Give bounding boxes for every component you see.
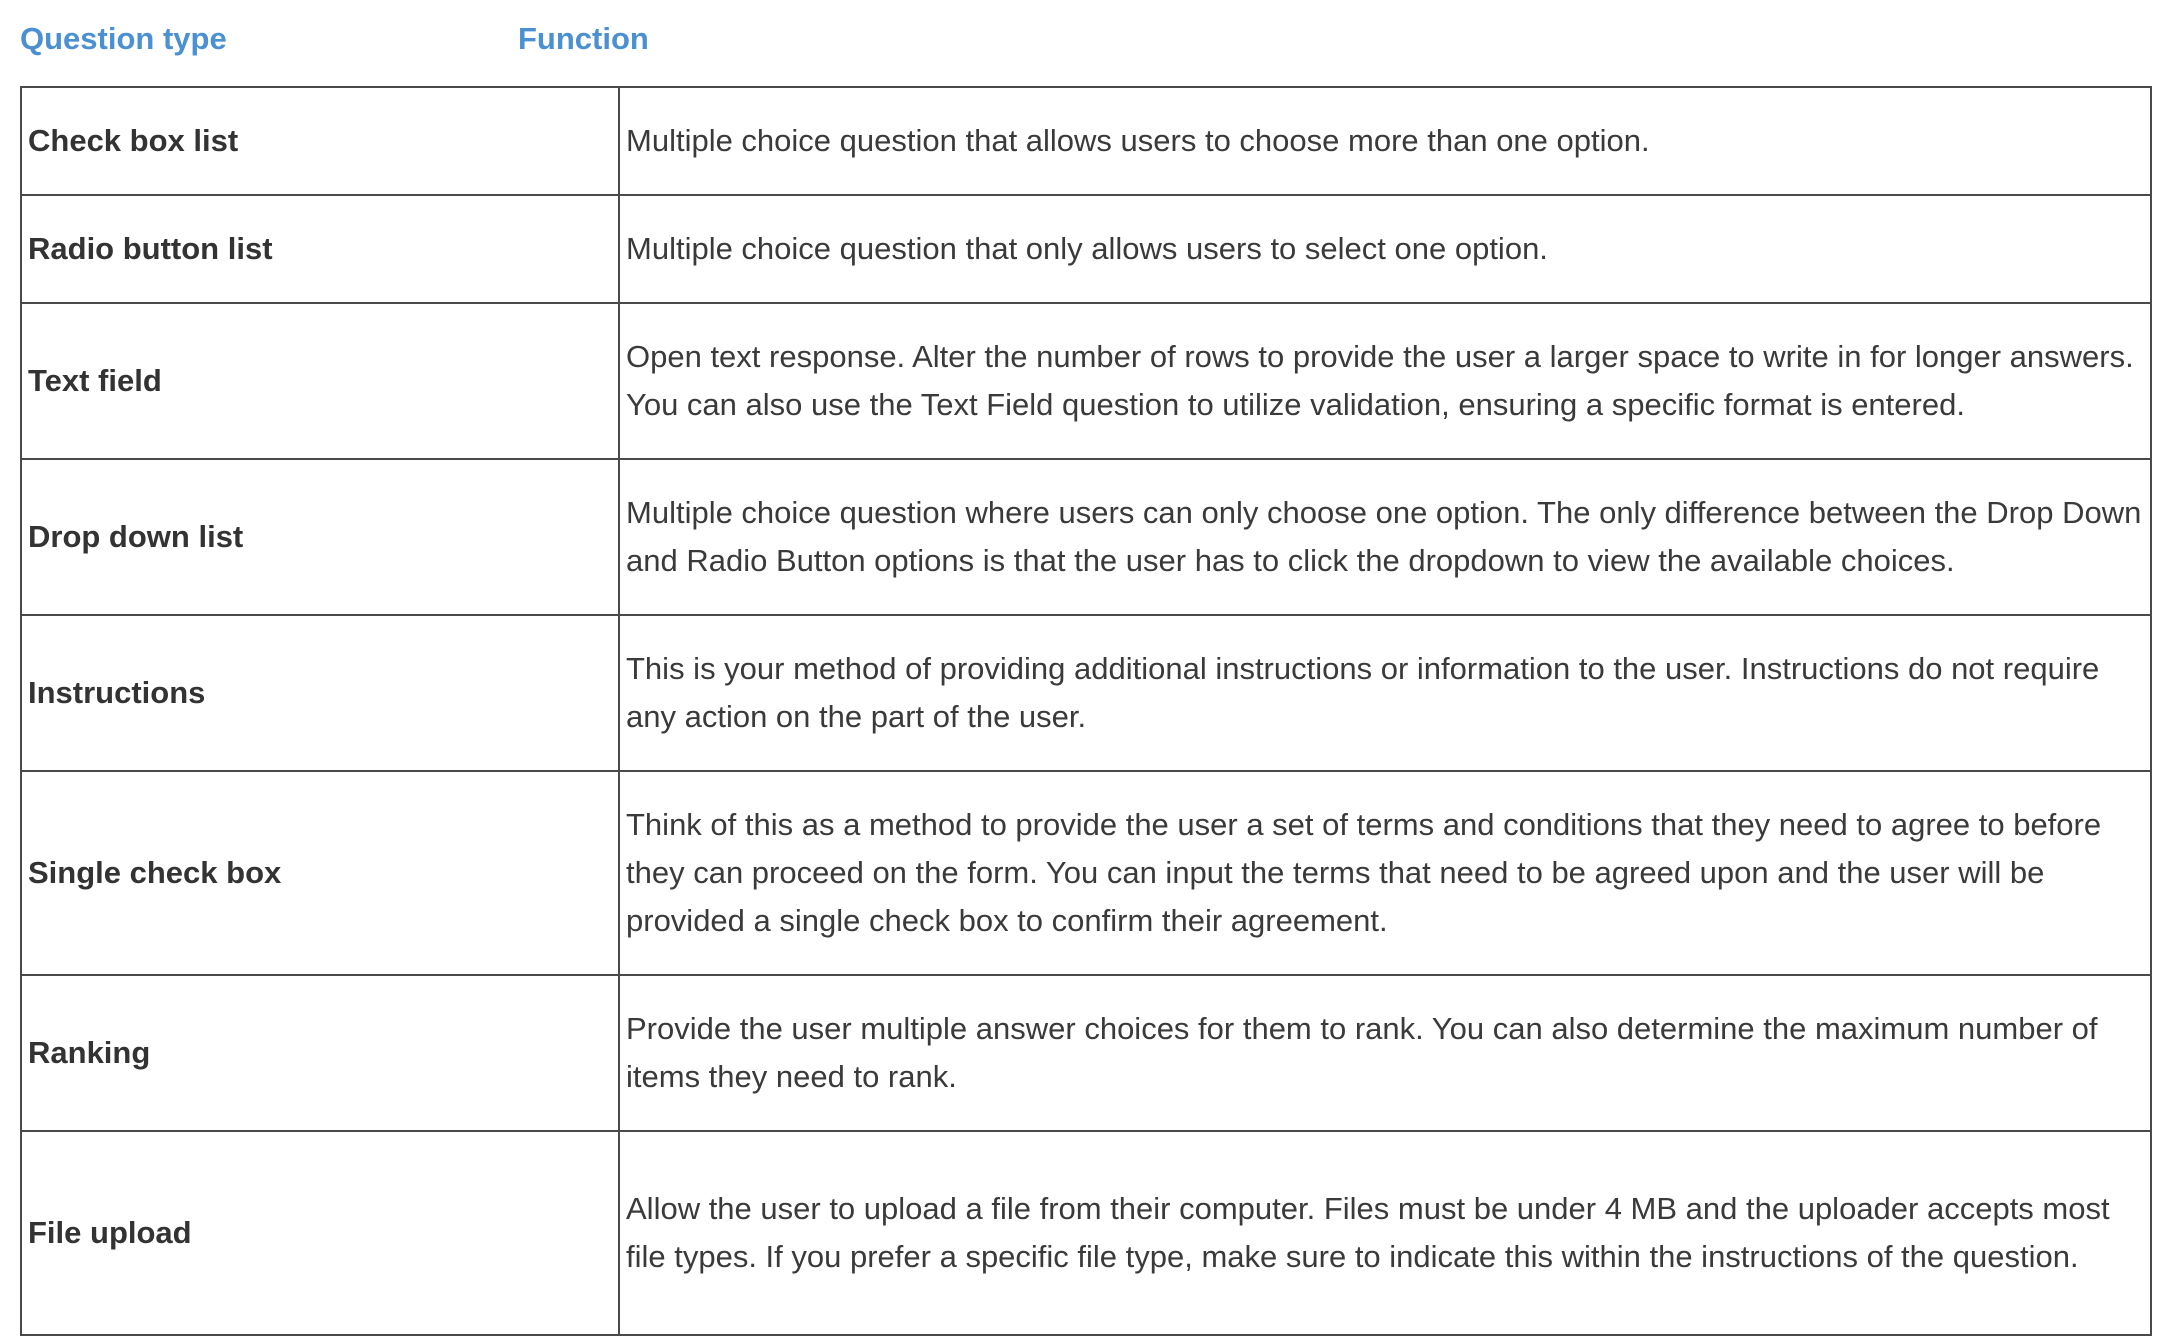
- table-row: [21, 1131, 2151, 1335]
- table-header: [20, 18, 2150, 62]
- table-row: [21, 459, 2151, 615]
- function-cell: Think of this as a method to provide the user a set of terms and conditions that they need to agree to before they can proceed on the form. You can input the terms that need to be agreed upon and the user will be provided a single check box to confirm their agreement.: [619, 771, 2151, 975]
- function-cell: Open text response. Alter the number of rows to provide the user a larger space to write in for longer answers. You can also use the Text Field question to utilize validation, ensuring a specific format is entered.: [619, 303, 2151, 459]
- function-cell: Multiple choice question where users can only choose one option. The only difference between the Drop Down and Radio Button options is that the user has to click the dropdown to view the available choices.: [619, 459, 2151, 615]
- question-type-cell: Radio button list: [21, 195, 619, 303]
- function-cell: Allow the user to upload a file from their computer. Files must be under 4 MB and the uploader accepts most file types. If you prefer a specific file type, make sure to indicate this within the instructions of the question.: [619, 1131, 2151, 1335]
- table-row: [21, 615, 2151, 771]
- question-type-cell: Single check box: [21, 771, 619, 975]
- function-cell: This is your method of providing additional instructions or information to the user. Instructions do not require any action on the part of the user.: [619, 615, 2151, 771]
- question-type-cell: Ranking: [21, 975, 619, 1131]
- function-cell: Provide the user multiple answer choices for them to rank. You can also determine the maximum number of items they need to rank.: [619, 975, 2151, 1131]
- table-row: [21, 195, 2151, 303]
- question-type-cell: Text field: [21, 303, 619, 459]
- table-row: [21, 303, 2151, 459]
- table-row: [21, 771, 2151, 975]
- question-type-cell: Check box list: [21, 87, 619, 195]
- question-type-cell: Instructions: [21, 615, 619, 771]
- column-header-function: Function: [518, 21, 649, 56]
- table-row: [21, 87, 2151, 195]
- question-types-table: [20, 86, 2152, 1336]
- question-type-cell: Drop down list: [21, 459, 619, 615]
- function-cell: Multiple choice question that only allows users to select one option.: [619, 195, 2151, 303]
- function-cell: Multiple choice question that allows users to choose more than one option.: [619, 87, 2151, 195]
- question-type-cell: File upload: [21, 1131, 619, 1335]
- column-header-question-type: Question type: [20, 21, 227, 56]
- table-row: [21, 975, 2151, 1131]
